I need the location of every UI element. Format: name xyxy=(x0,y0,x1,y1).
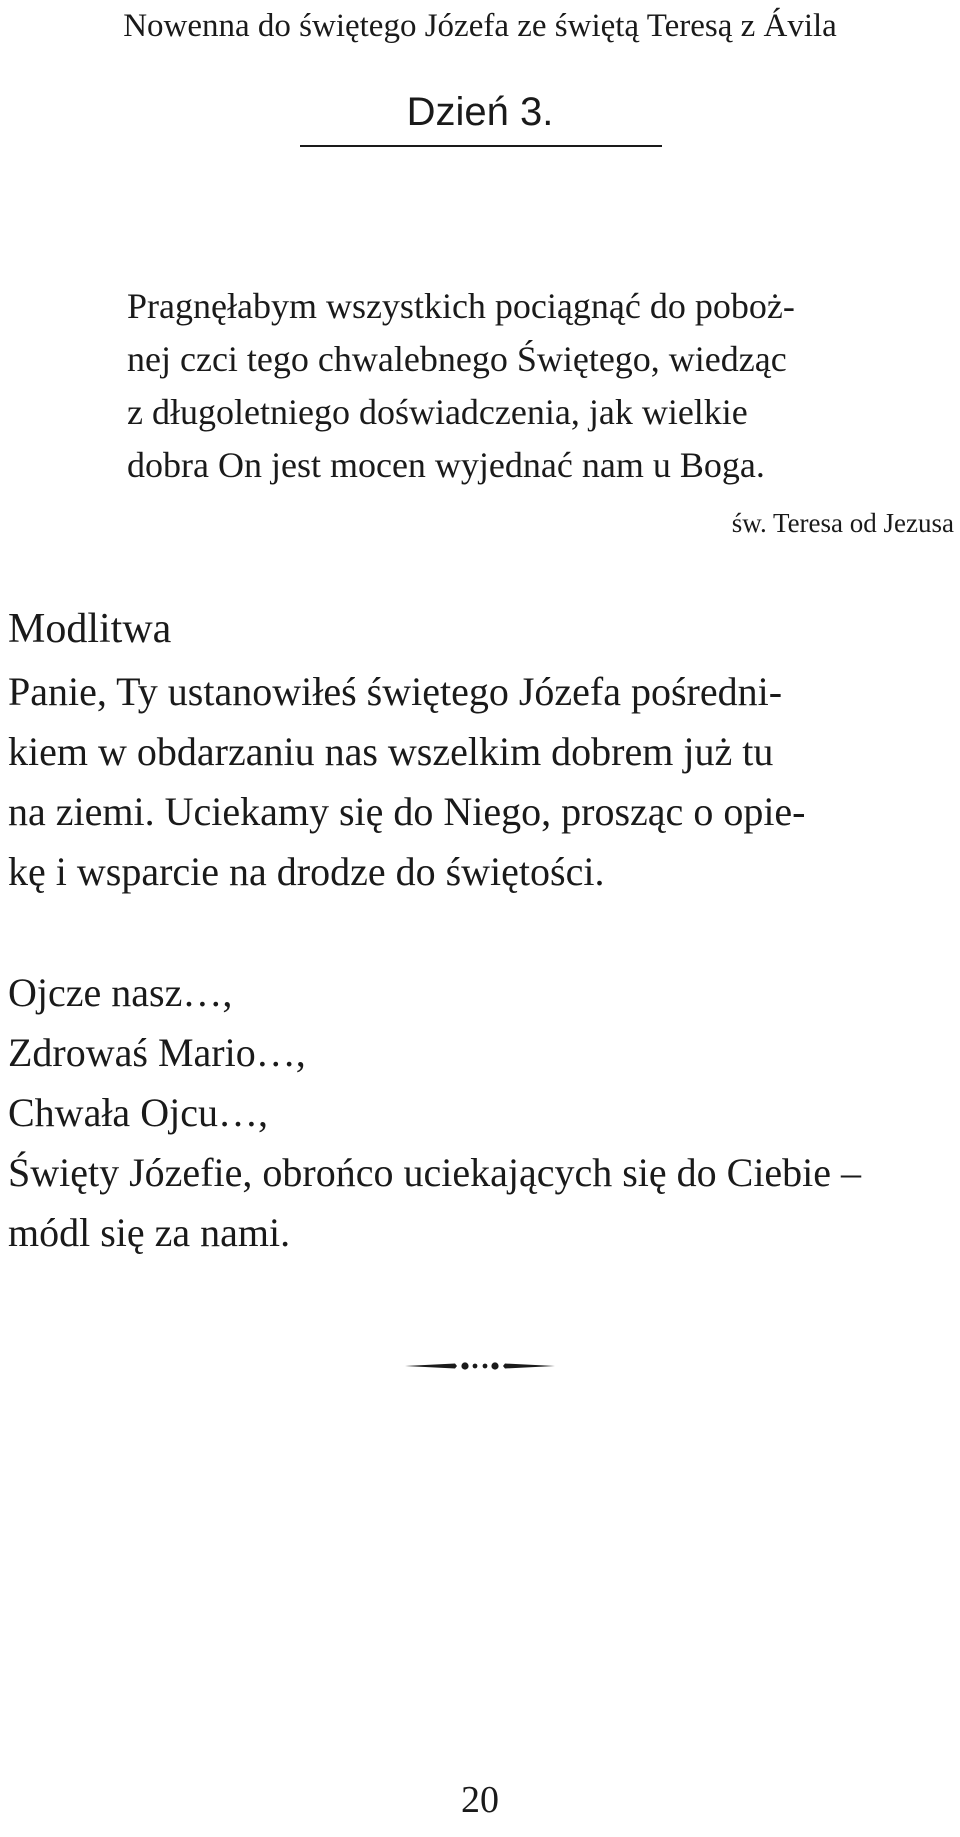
decorative-divider-icon xyxy=(405,1356,555,1376)
quote-line: dobra On jest mocen wyjednać nam u Boga. xyxy=(127,445,765,485)
page-number: 20 xyxy=(461,1779,499,1821)
quote-author: św. Teresa od Jezusa xyxy=(731,508,954,538)
prayer-heading: Modlitwa xyxy=(8,606,172,652)
litany-line: módl się za nami. xyxy=(8,1210,291,1255)
litany-line: Święty Józefie, obrońco uciekających się do Ciebie – xyxy=(8,1150,862,1195)
prayer-text xyxy=(8,662,958,902)
prayer-line: kę i wsparcie na drodze do świętości. xyxy=(8,849,605,894)
quote-line: Pragnęłabym wszystkich pociągnąć do poboż- xyxy=(127,286,795,326)
quote-line: z długoletniego doświadczenia, jak wielkie xyxy=(127,392,748,432)
day-title: Dzień 3. xyxy=(406,90,554,134)
running-header: Nowenna do świętego Józefa ze świętą Teresą z Ávila xyxy=(123,8,837,44)
prayer-line: Panie, Ty ustanowiłeś świętego Józefa pośredni- xyxy=(8,669,783,714)
litany-block xyxy=(8,963,958,1263)
prayer-line: kiem w obdarzaniu nas wszelkim dobrem już tu xyxy=(8,729,774,774)
litany-line: Chwała Ojcu…, xyxy=(8,1090,268,1135)
title-underline xyxy=(300,145,662,147)
litany-line: Zdrowaś Mario…, xyxy=(8,1030,306,1075)
quote-line: nej czci tego chwalebnego Świętego, wiedząc xyxy=(127,339,787,379)
quote-block xyxy=(127,280,957,492)
prayer-line: na ziemi. Uciekamy się do Niego, prosząc o opie- xyxy=(8,789,806,834)
litany-line: Ojcze nasz…, xyxy=(8,970,233,1015)
